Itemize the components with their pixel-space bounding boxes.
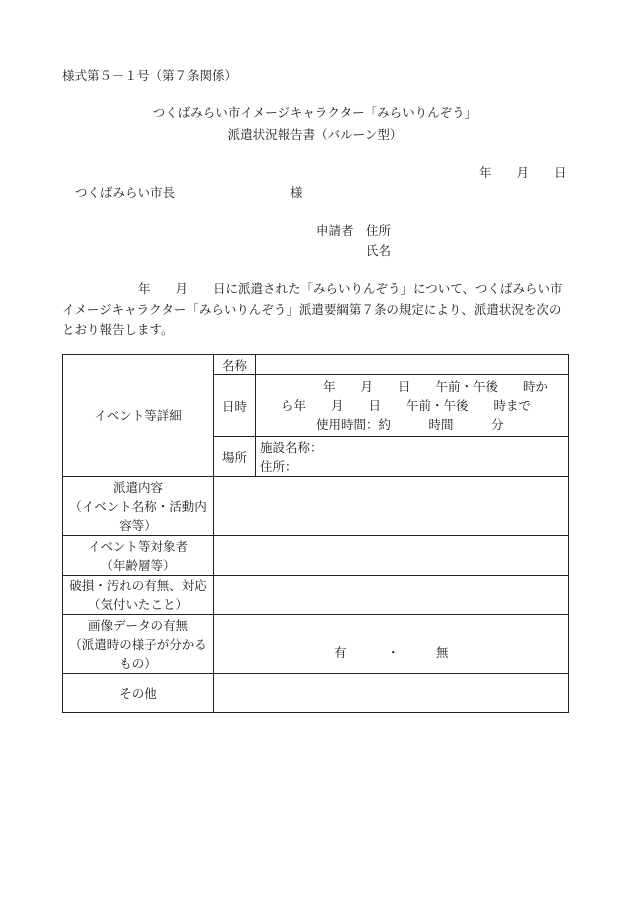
name-value-cell[interactable] <box>256 355 569 375</box>
damage-line-1: 破損・汚れの有無、対応 <box>69 578 207 593</box>
dispatch-content-label <box>63 477 214 536</box>
date-line: 年 月 日 <box>479 165 567 180</box>
address-value-label: 住所： <box>260 458 298 474</box>
row-image-data <box>63 615 569 674</box>
row-dispatch-content <box>63 477 569 536</box>
event-details-label: イベント等詳細 <box>63 355 214 477</box>
row-other <box>63 674 569 713</box>
row-damage <box>63 576 569 615</box>
target-line-1: イベント等対象者 <box>87 538 188 554</box>
datetime-label-cell: 日時 <box>214 375 256 437</box>
image-line-2: （派遣時の様子が分かる <box>69 636 207 652</box>
usage-time: 使用時間：約 時間 分 <box>316 417 504 432</box>
addressee: つくばみらい市長 <box>75 185 176 200</box>
name-label-cell: 名称 <box>214 355 256 375</box>
title-line-1: つくばみらい市イメージキャラクター「みらいりんぞう」 <box>152 105 478 120</box>
body-line-3: とおり報告します。 <box>62 322 174 337</box>
target-line-2: （年齢層等） <box>100 557 176 573</box>
image-data-value[interactable] <box>214 615 569 674</box>
damage-label <box>63 576 214 615</box>
report-table <box>62 354 569 713</box>
target-value[interactable] <box>214 536 569 576</box>
dispatch-content-value[interactable] <box>214 477 569 536</box>
image-line-3: もの） <box>119 655 157 671</box>
image-no[interactable]: 無 <box>436 645 449 660</box>
date-to: ら年 月 日 午前・午後 時まで <box>281 398 532 413</box>
facility-name-label: 施設名称： <box>260 439 323 455</box>
form-number: 様式第５－１号（第７条関係） <box>62 68 238 83</box>
body-line-1: 年 月 日に派遣された「みらいりんぞう」について、つくばみらい市 <box>138 281 563 296</box>
other-value[interactable] <box>214 674 569 713</box>
name-label: 氏名 <box>366 243 392 258</box>
address-label: 住所 <box>366 223 392 238</box>
image-yes[interactable]: 有 <box>334 645 347 660</box>
place-label-cell: 場所 <box>214 437 256 477</box>
applicant-label: 申請者 <box>316 223 354 238</box>
dispatch-content-line-1: 派遣内容 <box>112 479 163 495</box>
date-from: 年 月 日 午前・午後 時か <box>323 379 549 394</box>
row-target <box>63 536 569 576</box>
image-data-label <box>63 615 214 674</box>
addressee-suffix: 様 <box>290 185 303 200</box>
damage-line-2: （気付いたこと） <box>87 597 188 612</box>
other-label: その他 <box>63 674 214 713</box>
image-line-1: 画像データの有無 <box>87 617 188 633</box>
datetime-value-cell[interactable] <box>256 375 569 437</box>
title-line-2: 派遣状況報告書（バルーン型） <box>227 127 403 142</box>
image-dot: ・ <box>387 645 400 660</box>
body-line-2: イメージキャラクター「みらいりんぞう」派遣要綱第７条の規定により、派遣状況を次の <box>62 302 562 317</box>
place-value-cell[interactable] <box>256 437 569 477</box>
dispatch-content-line-3: 容等） <box>119 517 157 533</box>
row-event-name <box>63 355 569 375</box>
damage-value[interactable] <box>214 576 569 615</box>
target-label <box>63 536 214 576</box>
dispatch-content-line-2: （イベント名称・活動内 <box>69 498 207 514</box>
